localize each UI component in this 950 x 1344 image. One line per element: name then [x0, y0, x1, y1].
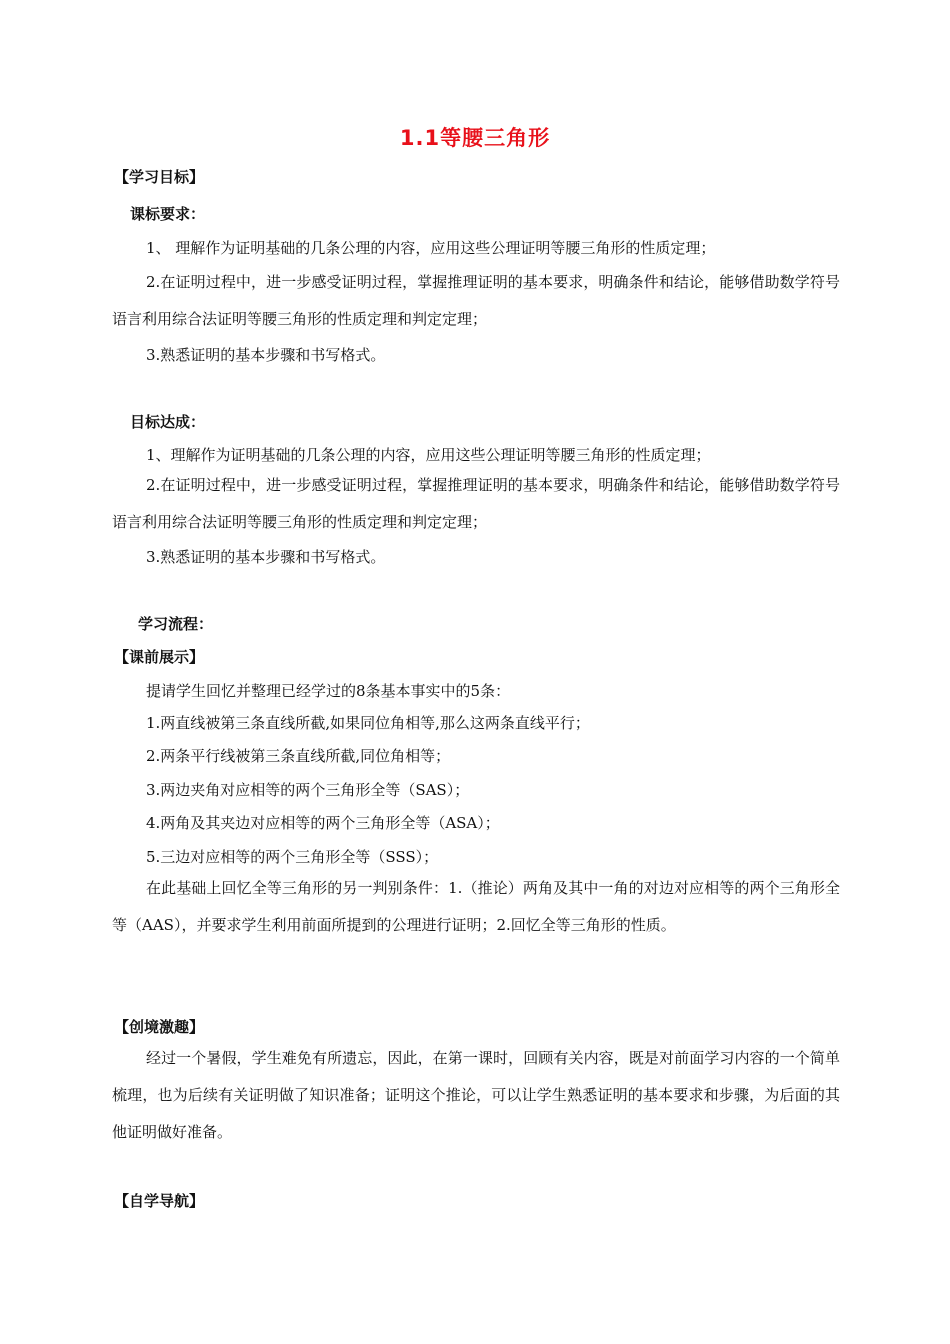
- section-learning-goals: 【学习目标】: [114, 168, 205, 186]
- preview-item-2: 2.两条平行线被第三条直线所截,同位角相等；: [146, 747, 451, 765]
- goal-reach-item-2: 2.在证明过程中，进一步感受证明过程，掌握推理证明的基本要求，明确条件和结论，能够借助数学符号语言利用综合法证明等腰三角形的性质定理和判定定理；: [112, 476, 840, 531]
- motivation-text: 经过一个暑假，学生难免有所遗忘，因此，在第一课时，回顾有关内容，既是对前面学习内容的一个简单梳理，也为后续有关证明做了知识准备；证明这个推论，可以让学生熟悉证明的基本要求和步骤，为后面的其他证明做好准备。: [112, 1049, 840, 1141]
- preview-intro: 提请学生回忆并整理已经学过的8条基本事实中的5条：: [146, 682, 511, 700]
- curriculum-req-heading: 课标要求：: [130, 205, 206, 223]
- preview-item-5: 5.三边对应相等的两个三角形全等（SSS）；: [146, 848, 439, 866]
- preview-summary: 在此基础上回忆全等三角形的另一判别条件：1.（推论）两角及其中一角的对边对应相等的两个三角形全等（AAS），并要求学生利用前面所提到的公理进行证明；2.回忆全等三角形的性质。: [112, 879, 840, 934]
- preview-heading: 【课前展示】: [114, 648, 205, 666]
- goal-reach-heading: 目标达成：: [130, 413, 206, 431]
- curriculum-req-item-2: 2.在证明过程中，进一步感受证明过程，掌握推理证明的基本要求，明确条件和结论，能够借助数学符号语言利用综合法证明等腰三角形的性质定理和判定定理；: [112, 273, 840, 328]
- goal-reach-item-1: 1、理解作为证明基础的几条公理的内容，应用这些公理证明等腰三角形的性质定理；: [146, 446, 711, 464]
- curriculum-req-item-3: 3.熟悉证明的基本步骤和书写格式。: [146, 346, 386, 364]
- page-title: 1.1等腰三角形: [399, 126, 551, 150]
- preview-item-4: 4.两角及其夹边对应相等的两个三角形全等（ASA）；: [146, 814, 500, 832]
- preview-item-1: 1.两直线被第三条直线所截,如果同位角相等,那么这两条直线平行；: [146, 714, 590, 732]
- preview-item-3: 3.两边夹角对应相等的两个三角形全等（SAS）；: [146, 781, 470, 799]
- self-study-heading: 【自学导航】: [114, 1192, 205, 1210]
- process-heading: 学习流程：: [138, 615, 214, 633]
- curriculum-req-item-1: 1、 理解作为证明基础的几条公理的内容，应用这些公理证明等腰三角形的性质定理；: [146, 239, 716, 257]
- goal-reach-item-3: 3.熟悉证明的基本步骤和书写格式。: [146, 548, 386, 566]
- motivation-heading: 【创境激趣】: [114, 1018, 205, 1036]
